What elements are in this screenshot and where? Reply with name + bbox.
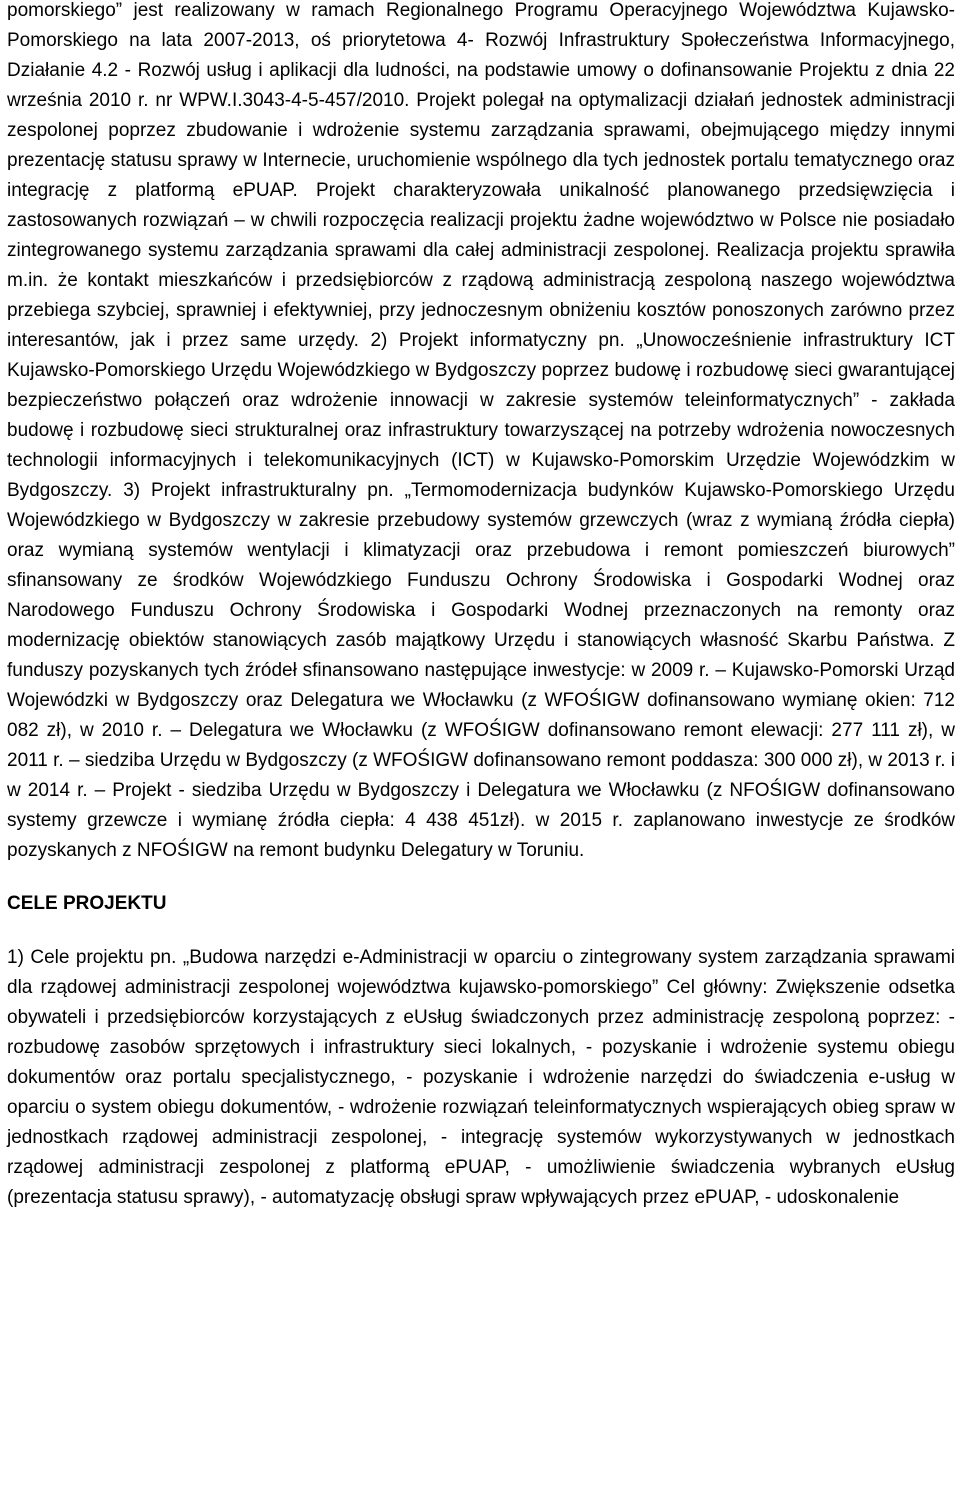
- section-heading-cele-projektu: CELE PROJEKTU: [7, 893, 167, 914]
- body-paragraph-goals: 1) Cele projektu pn. „Budowa narzędzi e-Administracji w oparciu o zintegrowany system zarządzania sprawami dla rządowej administracji zespolonej województwa kujawsko-pomorskiego” Cel główny: Zwiększenie odsetka obywateli i przedsiębiorców korzystających z eUsług świadczonych przez administrację zespoloną poprzez: - rozbudowę zasobów sprzętowych i infrastruktury sieci lokalnych, - pozyskanie i wdrożenie systemu obiegu dokumentów oraz portalu specjalistycznego, - pozyskanie i wdrożenie narzędzi do świadczenia e-usług w oparciu o system obiegu dokumentów, - wdrożenie rozwiązań teleinformatycznych wspierających obieg spraw w jednostkach rządowej administracji zespolonej, - integrację systemów wykorzystywanych w jednostkach rządowej administracji zespolonej z platformą ePUAP, - umożliwienie świadczenia wybranych eUsług (prezentacja statusu sprawy), - automatyzację obsługi spraw wpływających przez ePUAP, - udoskonalenie: [7, 947, 955, 1208]
- body-paragraph-projects: pomorskiego” jest realizowany w ramach Regionalnego Programu Operacyjnego Województwa Kujawsko-Pomorskiego na lata 2007-2013, oś priorytetowa 4- Rozwój Infrastruktury Społeczeństwa Informacyjnego, Działanie 4.2 - Rozwój usług i aplikacji dla ludności, na podstawie umowy o dofinansowanie Projektu z dnia 22 września 2010 r. nr WPW.I.3043-4-5-457/2010. Projekt polegał na optymalizacji działań jednostek administracji zespolonej poprzez zbudowanie i wdrożenie systemu zarządzania sprawami, obejmującego między innymi prezentację statusu sprawy w Internecie, uruchomienie wspólnego dla tych jednostek portalu tematycznego oraz integrację z platformą ePUAP. Projekt charakteryzowała unikalność planowanego przedsięwzięcia i zastosowanych rozwiązań – w chwili rozpoczęcia realizacji projektu żadne województwo w Polsce nie posiadało zintegrowanego systemu zarządzania sprawami dla całej administracji zespolonej. Realizacja projektu sprawiła m.in. że kontakt mieszkańców i przedsiębiorców z rządową administracją zespoloną naszego województwa przebiega szybciej, sprawniej i efektywniej, przy jednoczesnym obniżeniu kosztów ponoszonych zarówno przez interesantów, jak i przez same urzędy. 2) Projekt informatyczny pn. „Unowocześnienie infrastruktury ICT Kujawsko-Pomorskiego Urzędu Wojewódzkiego w Bydgoszczy poprzez budowę i rozbudowę sieci gwarantującej bezpieczeństwo połączeń oraz wdrożenie innowacji w zakresie systemów teleinformatycznych” - zakłada budowę i rozbudowę sieci strukturalnej oraz infrastruktury towarzyszącej na potrzeby wdrożenia nowoczesnych technologii informacyjnych i telekomunikacyjnych (ICT) w Kujawsko-Pomorskim Urzędzie Wojewódzkim w Bydgoszczy. 3) Projekt infrastrukturalny pn. „Termomodernizacja budynków Kujawsko-Pomorskiego Urzędu Wojewódzkiego w Bydgoszczy w zakresie przebudowy systemów grzewczych (wraz z wymianą źródła ciepła) oraz wymianą systemów wentylacji i klimatyzacji oraz przebudowa i remont pomieszczeń biurowych” sfinansowany ze środków Wojewódzkiego Funduszu Ochrony Środowiska i Gospodarki Wodnej oraz Narodowego Funduszu Ochrony Środowiska i Gospodarki Wodnej przeznaczonych na remonty oraz modernizację obiektów stanowiących zasób majątkowy Urzędu i stanowiących własność Skarbu Państwa. Z funduszy pozyskanych tych źródeł sfinansowano następujące inwestycje: w 2009 r. – Kujawsko-Pomorski Urząd Wojewódzki w Bydgoszczy oraz Delegatura we Włocławku (z WFOŚIGW dofinansowano wymianę okien: 712 082 zł), w 2010 r. – Delegatura we Włocławku (z WFOŚIGW dofinansowano remont elewacji: 277 111 zł), w 2011 r. – siedziba Urzędu w Bydgoszczy (z WFOŚIGW dofinansowano remont poddasza: 300 000 zł), w 2013 r. i w 2014 r. – Projekt - siedziba Urzędu w Bydgoszczy i Delegatura we Włocławku (z NFOŚIGW dofinansowano systemy grzewcze i wymianę źródła ciepła: 4 438 451zł). w 2015 r. zaplanowano inwestycje ze środków pozyskanych z NFOŚIGW na remont budynku Delegatury w Toruniu.: [7, 0, 955, 861]
- document-page: [7, 0, 955, 1213]
